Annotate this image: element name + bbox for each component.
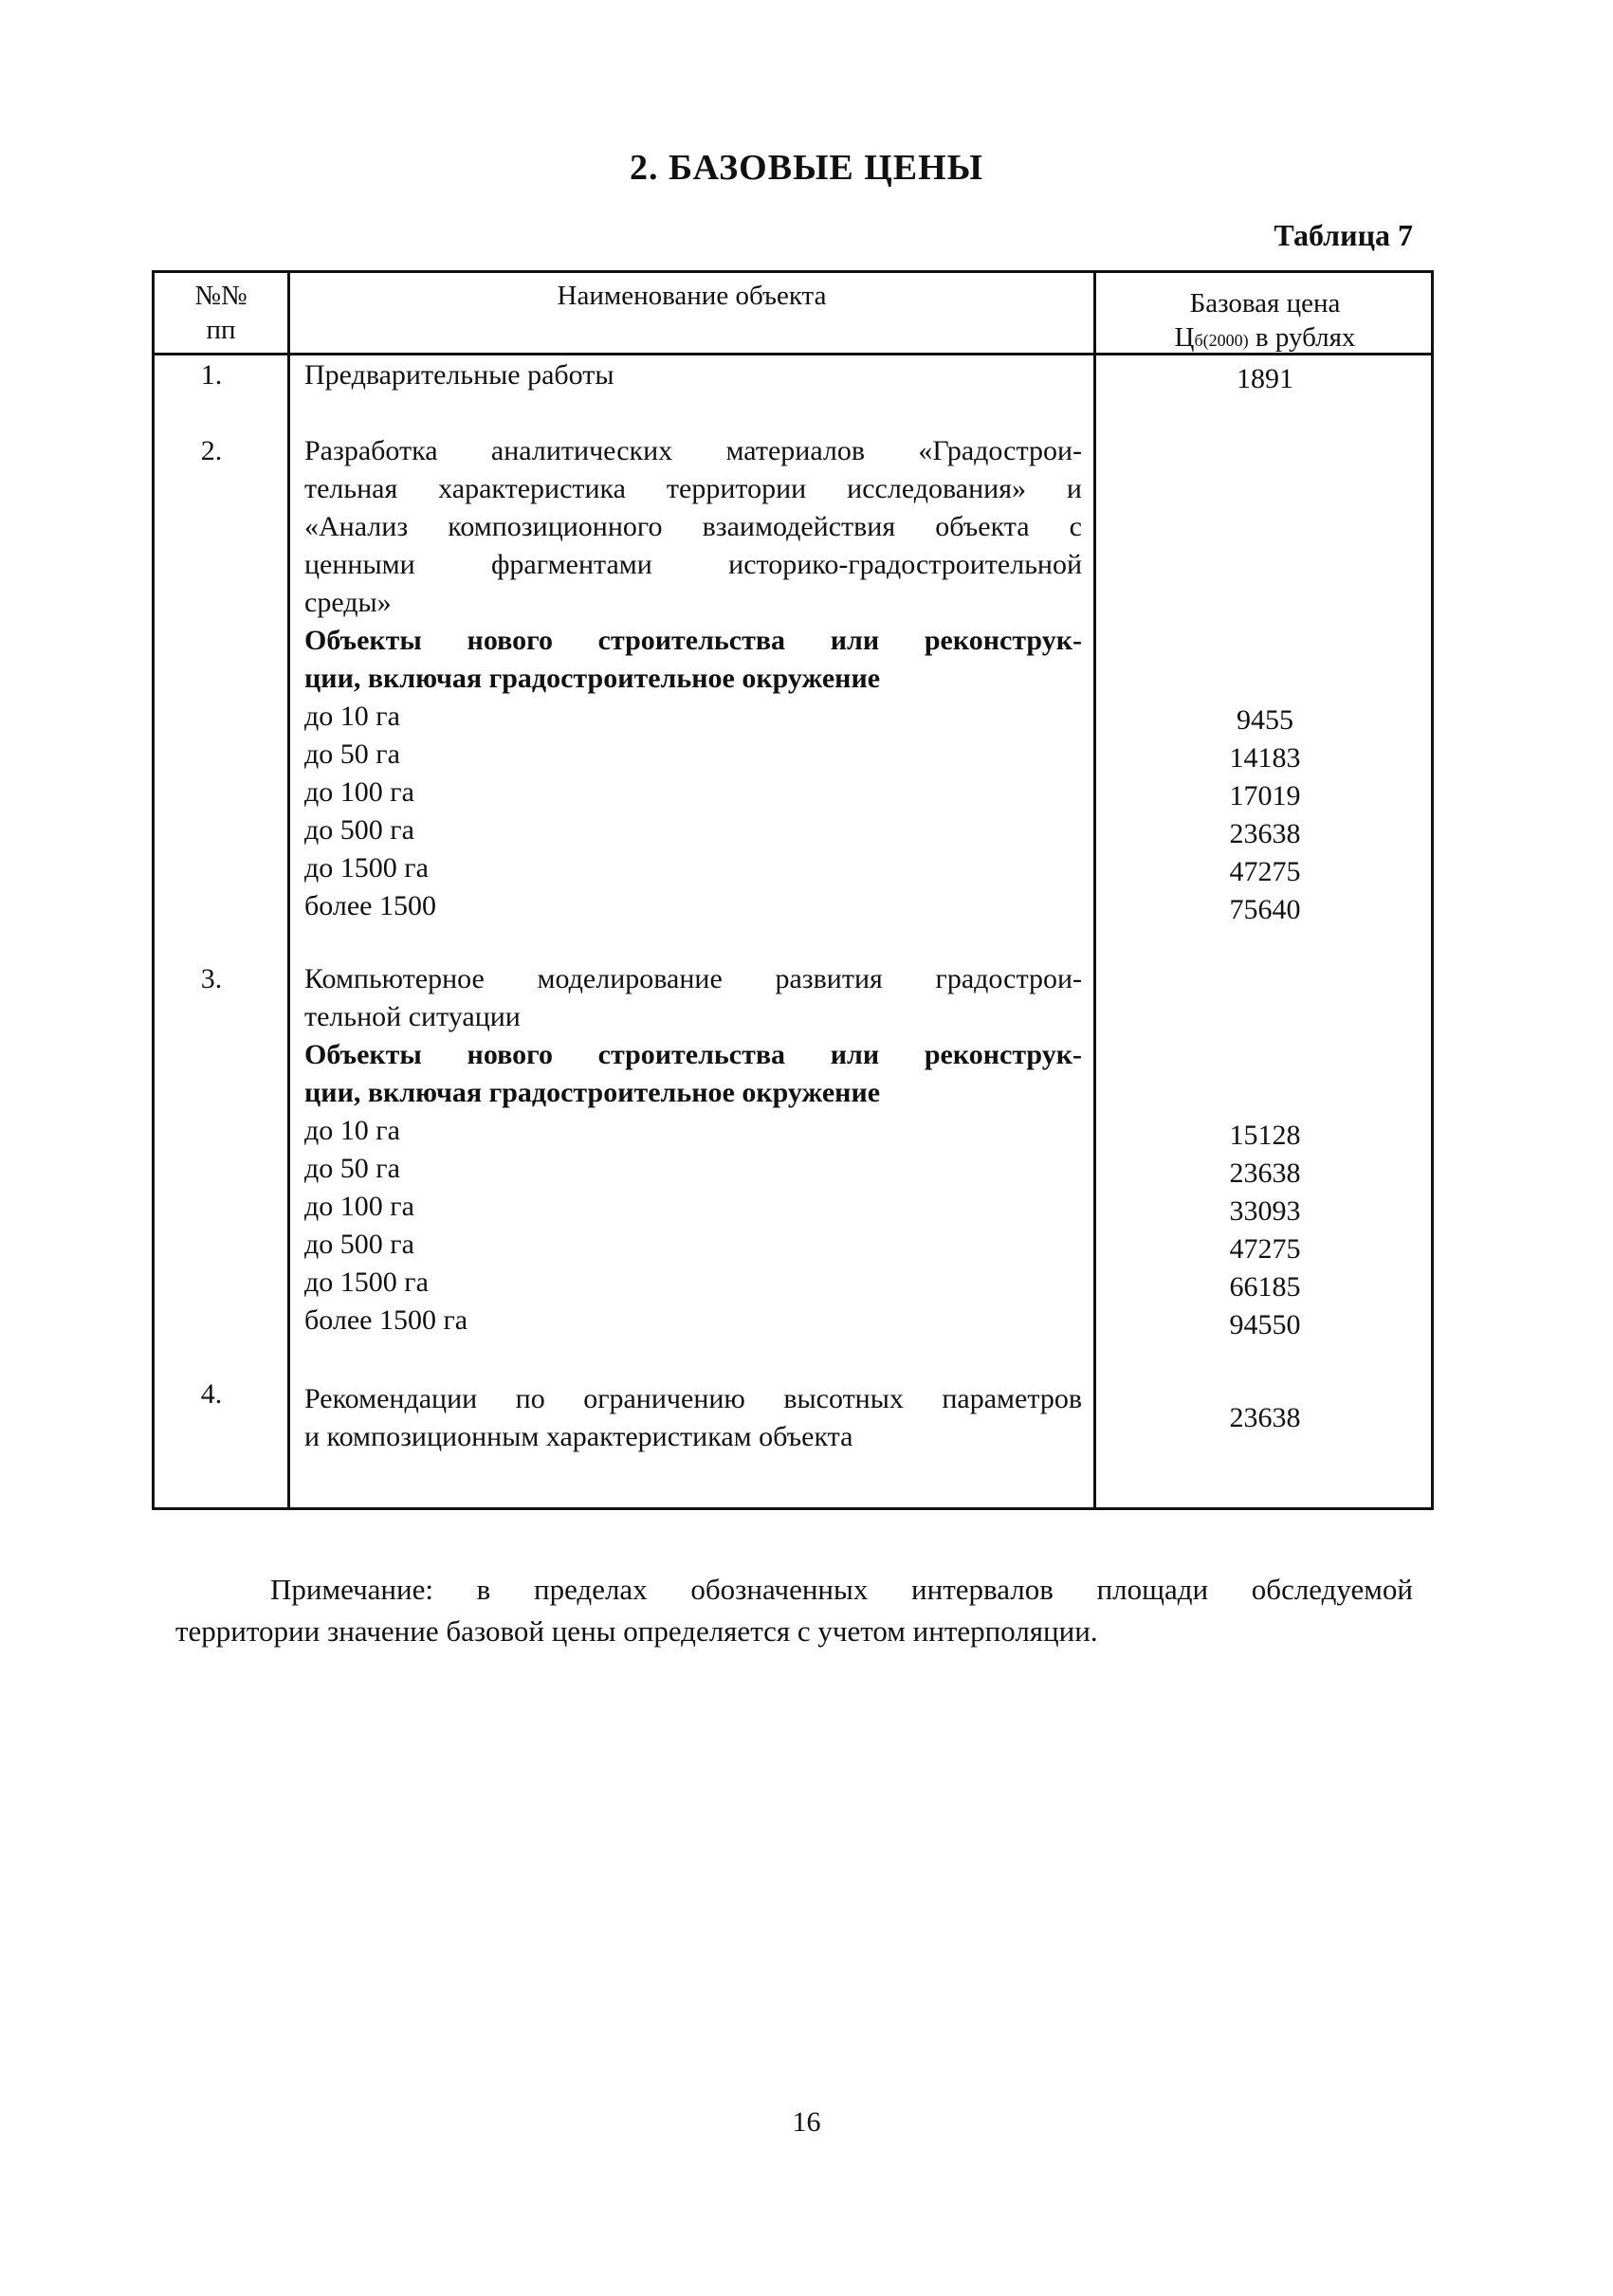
row-item-label: до 50 га [304,738,400,770]
row-text-line: среды» [304,587,392,618]
row-number: 2. [200,435,223,466]
row-item-label: до 50 га [304,1153,400,1184]
row-item-label: до 1500 га [304,1266,429,1298]
note-line: Примечание: в пределах обозначенных интервалов площади обследуемой [270,1573,1413,1606]
row-bold-line: ции, включая градостроительное окружение [304,663,881,694]
row-text-line: тельная характеристика территории исследования» и [304,473,1082,504]
table-caption: Таблица 7 [1274,218,1413,252]
row-text [304,960,1082,1339]
row-item-price: 47275 [1229,1233,1301,1265]
row-bold-line: Объекты нового строительства или реконструк- [304,1039,1082,1070]
row-item-label: до 10 га [304,1115,400,1146]
row-item-price: 9455 [1237,704,1293,736]
row-item-price: 33093 [1229,1195,1301,1227]
row-item-price: 14183 [1229,742,1301,774]
row-text-line: Разработка аналитических материалов «Градострои- [304,435,1082,466]
row-text [304,356,1082,394]
page-number: 16 [792,2106,821,2138]
row-text-line: тельной ситуации [304,1001,521,1032]
row-item-label: более 1500 [304,890,436,921]
row-text-line: и композиционным характеристикам объекта [304,1421,853,1452]
column-divider [287,273,290,1507]
row-text-line: Предварительные работы [304,359,614,391]
row-item-price: 94550 [1229,1309,1301,1340]
row-bold-line: ции, включая градостроительное окружение [304,1077,881,1108]
table-note [175,1569,1413,1652]
row-item-label: до 500 га [304,1229,414,1260]
row-item-label: до 10 га [304,701,400,732]
row-text-line: Компьютерное моделирование развития градострои- [304,963,1082,994]
row-item-price: 23638 [1229,818,1301,849]
row-text [304,1380,1082,1456]
header-price-subscript: б(2000) [1194,331,1249,350]
header-price-line1: Базовая цена [1189,288,1341,319]
row-number: 4. [200,1378,223,1410]
row-price: 23638 [1229,1402,1301,1433]
header-number-line1: №№ [194,281,247,311]
header-base-price [1096,286,1434,357]
row-text-line: Рекомендации по ограничению высотных параметров [304,1383,1082,1414]
row-item-price: 17019 [1229,780,1301,811]
price-table [152,270,1434,1510]
page-title: 2. БАЗОВЫЕ ЦЕНЫ [629,148,983,188]
row-text [304,432,1082,925]
row-item-price: 47275 [1229,856,1301,887]
row-number: 1. [200,359,223,391]
row-item-label: до 100 га [304,776,414,808]
row-item-label: более 1500 га [304,1304,468,1336]
header-number-line2: пп [206,315,236,345]
row-item-price: 15128 [1229,1120,1301,1151]
row-item-label: до 1500 га [304,852,429,884]
row-item-label: до 500 га [304,814,414,846]
row-number: 3. [200,963,223,994]
header-price-symbol: Ц [1174,322,1195,353]
row-item-price: 75640 [1229,894,1301,925]
row-bold-line: Объекты нового строительства или реконструк- [304,625,1082,656]
row-item-price: 23638 [1229,1157,1301,1189]
row-item-label: до 100 га [304,1191,414,1222]
row-item-price: 66185 [1229,1271,1301,1303]
header-object-name: Наименование объекта [557,281,827,311]
row-price: 1891 [1237,363,1293,394]
header-price-unit: в рублях [1248,322,1356,353]
header-number [155,279,287,347]
row-text-line: «Анализ композиционного взаимодействия объекта с [304,511,1082,542]
note-line: территории значение базовой цены определяется с учетом интерполяции. [175,1614,1098,1648]
row-text-line: ценными фрагментами историко-градостроительной [304,549,1082,580]
